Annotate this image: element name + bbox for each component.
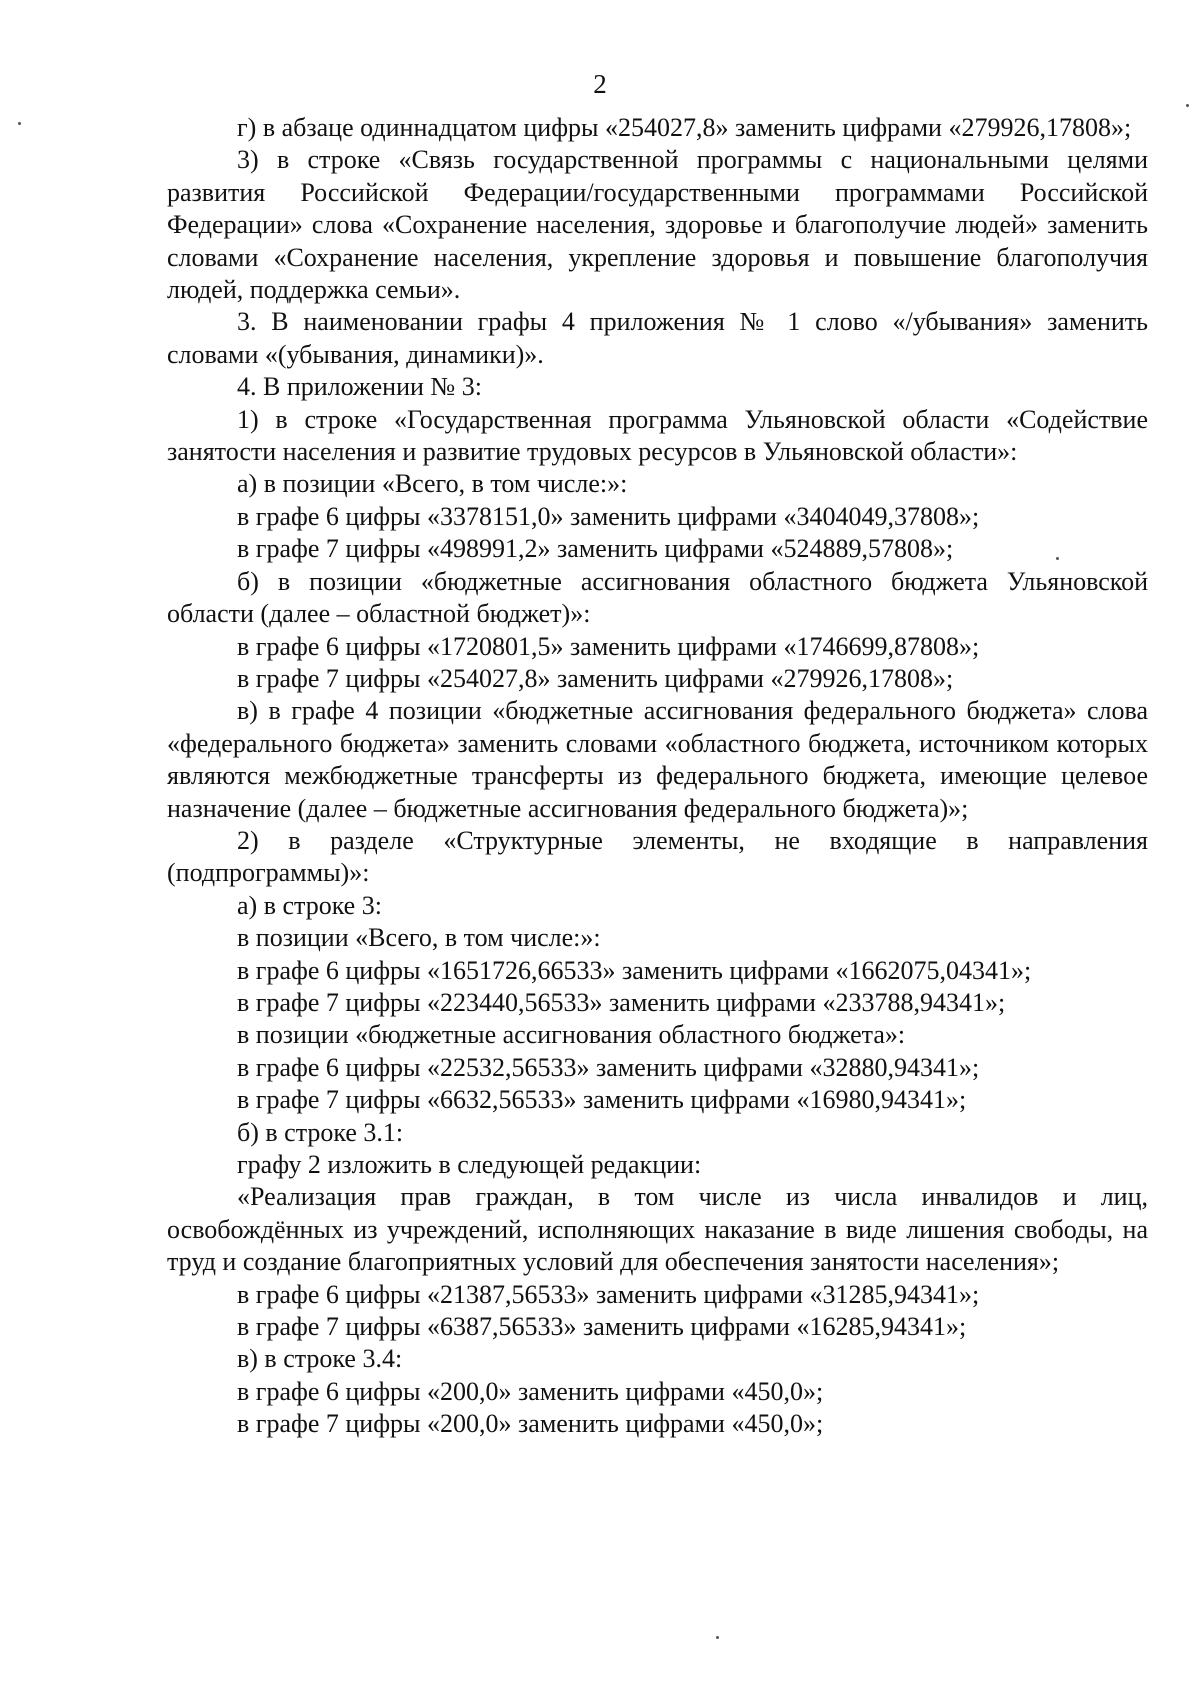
paragraph-9: б) в позиции «бюджетные ассигнования областного бюджета Ульяновской области (далее – областной бюджет)»: <box>167 566 1148 629</box>
scan-speck <box>1056 557 1059 560</box>
paragraph-11: в графе 7 цифры «254027,8» заменить цифрами «279926,17808»; <box>237 663 954 693</box>
paragraph-16: в графе 6 цифры «1651726,66533» заменить цифрами «1662075,04341»; <box>237 955 1032 985</box>
scan-speck <box>18 122 21 125</box>
page-number: 2 <box>593 69 607 99</box>
paragraph-4: 4. В приложении № 3: <box>237 372 482 402</box>
paragraph-8: в графе 7 цифры «498991,2» заменить цифрами «524889,57808»; <box>237 534 954 564</box>
paragraph-13: 2) в разделе «Структурные элементы, не входящие в направления (подпрограммы)»: <box>167 825 1148 888</box>
scan-speck <box>716 1636 719 1639</box>
paragraph-19: в графе 6 цифры «22532,56533» заменить цифрами «32880,94341»; <box>237 1052 980 1082</box>
paragraph-7: в графе 6 цифры «3378151,0» заменить цифрами «3404049,37808»; <box>237 501 980 531</box>
paragraph-1: г) в абзаце одиннадцатом цифры «254027,8» заменить цифрами «279926,17808»; <box>237 113 1132 142</box>
paragraph-18: в позиции «бюджетные ассигнования областного бюджета»: <box>237 1020 906 1050</box>
paragraph-10: в графе 6 цифры «1720801,5» заменить цифрами «1746699,87808»; <box>237 631 980 661</box>
paragraph-20: в графе 7 цифры «6632,56533» заменить цифрами «16980,94341»; <box>237 1085 967 1115</box>
paragraph-28: в графе 7 цифры «200,0» заменить цифрами «450,0»; <box>237 1409 824 1439</box>
paragraph-25: в графе 7 цифры «6387,56533» заменить цифрами «16285,94341»; <box>237 1312 967 1342</box>
paragraph-26: в) в строке 3.4: <box>237 1344 403 1374</box>
paragraph-6: а) в позиции «Всего, в том числе:»: <box>237 469 628 499</box>
paragraph-23: «Реализация прав граждан, в том числе из числа инвалидов и лиц, освобождённых из учреждений, исполняющих наказание в виде лишения свободы, на труд и создание благоприятных условий для обеспечения занятости населения»; <box>167 1182 1148 1277</box>
paragraph-15: в позиции «Всего, в том числе:»: <box>237 923 601 953</box>
paragraph-24: в графе 6 цифры «21387,56533» заменить цифрами «31285,94341»; <box>237 1279 980 1309</box>
paragraph-12: в) в графе 4 позиции «бюджетные ассигнования федерального бюджета» слова «федерального бюджета» заменить словами «областного бюджета, источником которых являются межбюджетные трансферты из федерального бюджета, имеющие целевое назначение (далее – бюджетные ассигнования федерального бюджета)»; <box>167 696 1148 823</box>
paragraph-21: б) в строке 3.1: <box>237 1117 404 1147</box>
paragraph-17: в графе 7 цифры «223440,56533» заменить цифрами «233788,94341»; <box>237 987 1006 1017</box>
paragraph-22: графу 2 изложить в следующей редакции: <box>237 1150 702 1179</box>
scan-speck <box>1186 104 1189 107</box>
paragraph-27: в графе 6 цифры «200,0» заменить цифрами «450,0»; <box>237 1376 824 1406</box>
document-body <box>167 112 1148 1441</box>
paragraph-2: 3) в строке «Связь государственной программы с национальными целями развития Российской Федерации/государственными программами Российской Федерации» слова «Сохранение населения, здоровье и благополучие людей» заменить словами «Сохранение населения, укрепление здоровья и повышение благополучия людей, поддержка семьи». <box>167 145 1148 305</box>
paragraph-3: 3. В наименовании графы 4 приложения № 1 слово «/убывания» заменить словами «(убывания, динамики)». <box>167 307 1148 369</box>
paragraph-5: 1) в строке «Государственная программа Ульяновской области «Содействие занятости населения и развитие трудовых ресурсов в Ульяновской области»: <box>167 404 1148 467</box>
paragraph-14: а) в строке 3: <box>237 890 382 920</box>
